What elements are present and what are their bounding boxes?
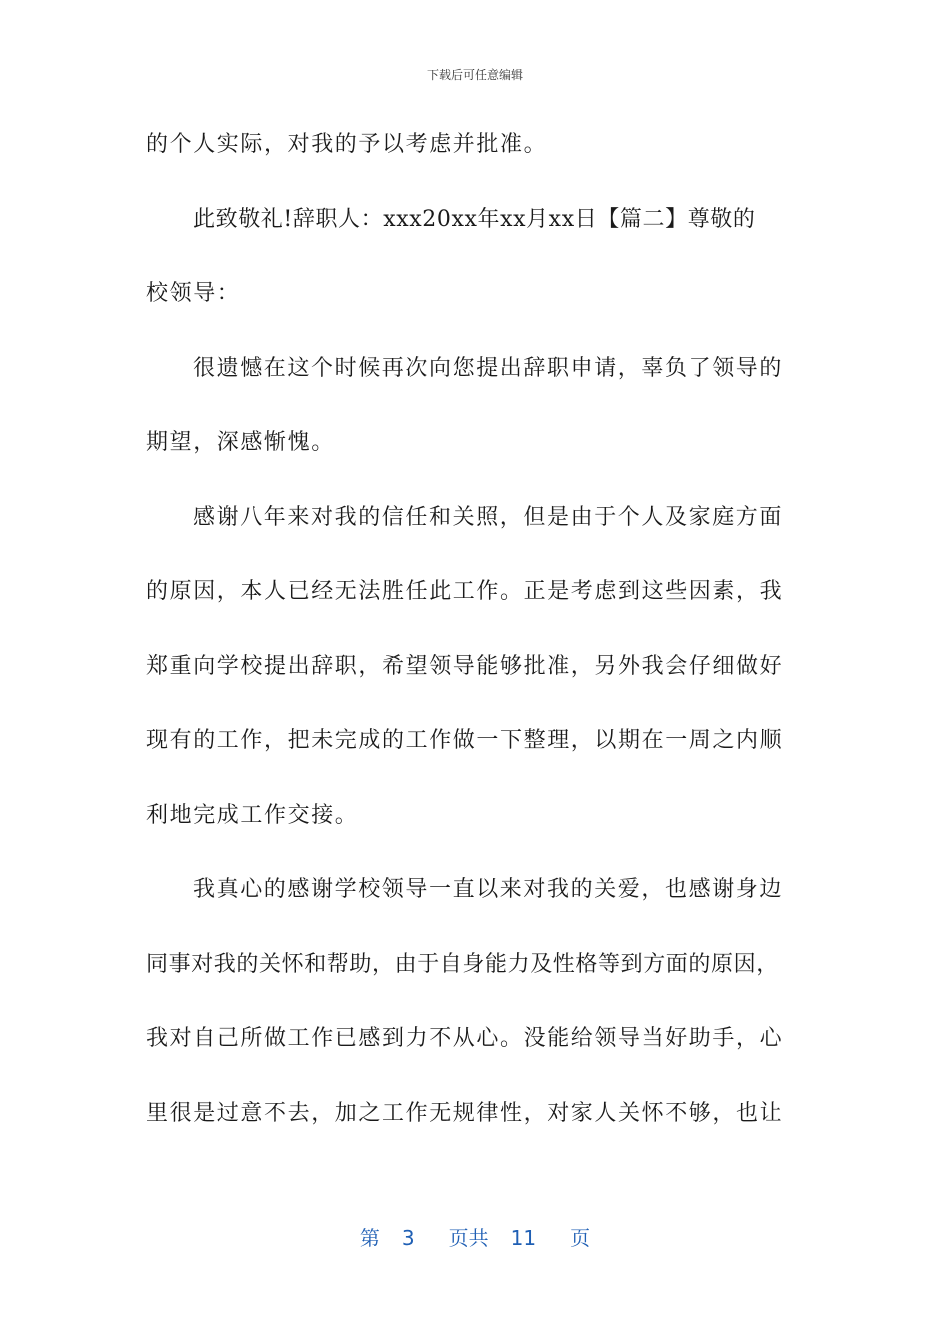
text-line: 很遗憾在这个时候再次向您提出辞职申请，辜负了领导的 <box>193 355 784 381</box>
text-line: 利地完成工作交接。 <box>146 802 359 828</box>
document-body <box>146 108 794 1151</box>
text-line: 我真心的感谢学校领导一直以来对我的关爱，也感谢身边 <box>193 877 784 902</box>
text-line: 现有的工作，把未完成的工作做一下整理，以期在一周之内顺 <box>146 728 784 753</box>
text-line: 里很是过意不去，加之工作无规律性，对家人关怀不够，也让 <box>146 1100 784 1126</box>
text-line: 郑重向学校提出辞职，希望领导能够批准，另外我会仔细做好 <box>146 653 784 679</box>
page-footer <box>0 1222 950 1251</box>
page-prefix: 第 <box>359 1226 380 1250</box>
page-total: 11 <box>510 1226 537 1250</box>
page-number: 3 <box>401 1226 415 1250</box>
text-line: 此致敬礼!辞职人：xxx20xx年xx月xx日【篇二】尊敬的 <box>193 206 756 232</box>
text-line: 我对自己所做工作已感到力不从心。没能给领导当好助手，心 <box>146 1026 784 1051</box>
page-header-note: 下载后可任意编辑 <box>426 68 523 82</box>
text-line: 校领导： <box>146 281 241 306</box>
text-line: 的个人实际，对我的予以考虑并批准。 <box>146 132 548 157</box>
text-line: 感谢八年来对我的信任和关照，但是由于个人及家庭方面 <box>193 504 784 530</box>
page-suffix: 页 <box>570 1226 591 1250</box>
text-line: 同事对我的关怀和帮助，由于自身能力及性格等到方面的原因， <box>146 951 779 977</box>
text-line: 期望，深感惭愧。 <box>146 430 335 455</box>
text-line: 的原因，本人已经无法胜任此工作。正是考虑到这些因素，我 <box>146 579 784 604</box>
page-middle: 页共 <box>448 1226 489 1250</box>
